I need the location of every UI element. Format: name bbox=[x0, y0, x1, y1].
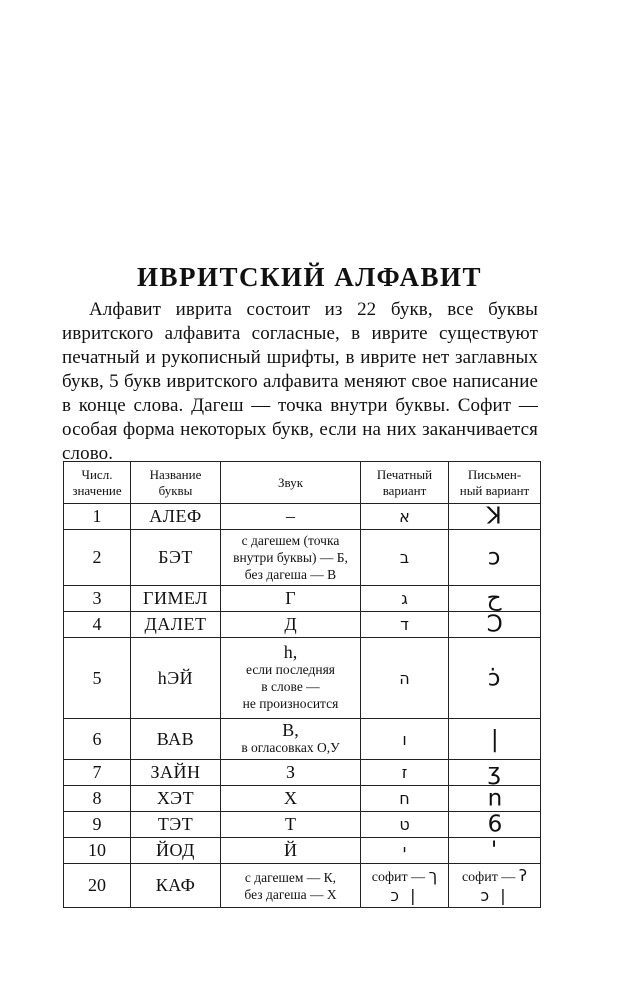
cell-sound: с дагешем (точка внутри буквы) — Б, без дагеша — В bbox=[221, 530, 361, 586]
cell-number: 7 bbox=[64, 760, 131, 786]
cell-script-letter: ↄ bbox=[449, 530, 541, 586]
header-letter-name: Название буквы bbox=[131, 462, 221, 504]
table-row bbox=[64, 586, 541, 612]
cell-print-letter: ט bbox=[361, 812, 449, 838]
cell-letter-name: ДАЛЕТ bbox=[131, 612, 221, 638]
cell-number: 8 bbox=[64, 786, 131, 812]
cell-letter-name: ХЭТ bbox=[131, 786, 221, 812]
cell-number: 9 bbox=[64, 812, 131, 838]
header-number: Числ. значение bbox=[64, 462, 131, 504]
page-title: ИВРИТСКИЙ АЛФАВИТ bbox=[136, 262, 483, 292]
cell-sound: – bbox=[221, 504, 361, 530]
cell-print-letter: ג bbox=[361, 586, 449, 612]
cell-script-letter: | bbox=[449, 719, 541, 760]
table-header-row bbox=[64, 462, 541, 504]
cell-letter-name: ЗАЙН bbox=[131, 760, 221, 786]
cell-script-letter: 6 bbox=[449, 812, 541, 838]
cell-print-letter: ז bbox=[361, 760, 449, 786]
table-row bbox=[64, 719, 541, 760]
cell-letter-name: ГИМЕЛ bbox=[131, 586, 221, 612]
cell-sound: Х bbox=[221, 786, 361, 812]
header-script-variant: Письмен- ный вариант bbox=[449, 462, 541, 504]
cell-script-letter: Ɔ bbox=[449, 612, 541, 638]
cell-number: 5 bbox=[64, 638, 131, 719]
cell-letter-name: АЛЕФ bbox=[131, 504, 221, 530]
cell-sound: З bbox=[221, 760, 361, 786]
cell-script-letter: ' bbox=[449, 838, 541, 864]
cell-print-letter: ח bbox=[361, 786, 449, 812]
cell-letter-name: КАФ bbox=[131, 864, 221, 908]
cell-letter-name: ЙОД bbox=[131, 838, 221, 864]
table-row bbox=[64, 786, 541, 812]
table-row bbox=[64, 504, 541, 530]
cell-script-sofit: софит — ʔ ↄ | bbox=[449, 864, 541, 908]
table-row bbox=[64, 838, 541, 864]
cell-number: 4 bbox=[64, 612, 131, 638]
cell-sound: Т bbox=[221, 812, 361, 838]
cell-print-letter: י bbox=[361, 838, 449, 864]
cell-script-letter: ɔ̇ bbox=[449, 638, 541, 719]
cell-sound: h, если последняя в слове — не произносится bbox=[221, 638, 361, 719]
cell-letter-name: ТЭТ bbox=[131, 812, 221, 838]
cell-number: 2 bbox=[64, 530, 131, 586]
cell-script-letter: ꓘ bbox=[449, 504, 541, 530]
cell-letter-name: ВАВ bbox=[131, 719, 221, 760]
table-row bbox=[64, 760, 541, 786]
cell-print-letter: א bbox=[361, 504, 449, 530]
table-row bbox=[64, 612, 541, 638]
header-print-variant: Печатный вариант bbox=[361, 462, 449, 504]
intro-paragraph: Алфавит иврита состоит из 22 букв, все буквы ивритского алфавита согласные, в иврите существуют печатный и рукописный шрифты, в иврите нет заглавных букв, 5 букв ивритского алфавита меняют свое написание в конце слова. Дагеш — точка внутри буквы. Софит — особая форма некоторых букв, если на них заканчивается слово. bbox=[62, 299, 538, 464]
table-row bbox=[64, 530, 541, 586]
alphabet-table bbox=[63, 461, 541, 908]
cell-number: 1 bbox=[64, 504, 131, 530]
cell-print-letter: ה bbox=[361, 638, 449, 719]
cell-number: 6 bbox=[64, 719, 131, 760]
cell-number: 10 bbox=[64, 838, 131, 864]
cell-number: 3 bbox=[64, 586, 131, 612]
table-row bbox=[64, 864, 541, 908]
cell-script-letter: ح bbox=[449, 586, 541, 612]
cell-letter-name: БЭТ bbox=[131, 530, 221, 586]
cell-letter-name: hЭЙ bbox=[131, 638, 221, 719]
table-row bbox=[64, 812, 541, 838]
cell-print-sofit: софит — ך כ | bbox=[361, 864, 449, 908]
cell-print-letter: ו bbox=[361, 719, 449, 760]
cell-sound: Г bbox=[221, 586, 361, 612]
cell-script-letter: n bbox=[449, 786, 541, 812]
cell-print-letter: ד bbox=[361, 612, 449, 638]
cell-print-letter: ב bbox=[361, 530, 449, 586]
cell-script-letter: ʒ bbox=[449, 760, 541, 786]
table-row bbox=[64, 638, 541, 719]
header-sound: Звук bbox=[221, 462, 361, 504]
cell-number: 20 bbox=[64, 864, 131, 908]
cell-sound: с дагешем — К, без дагеша — Х bbox=[221, 864, 361, 908]
cell-sound: В, в огласовках О,У bbox=[221, 719, 361, 760]
cell-sound: Д bbox=[221, 612, 361, 638]
cell-sound: Й bbox=[221, 838, 361, 864]
